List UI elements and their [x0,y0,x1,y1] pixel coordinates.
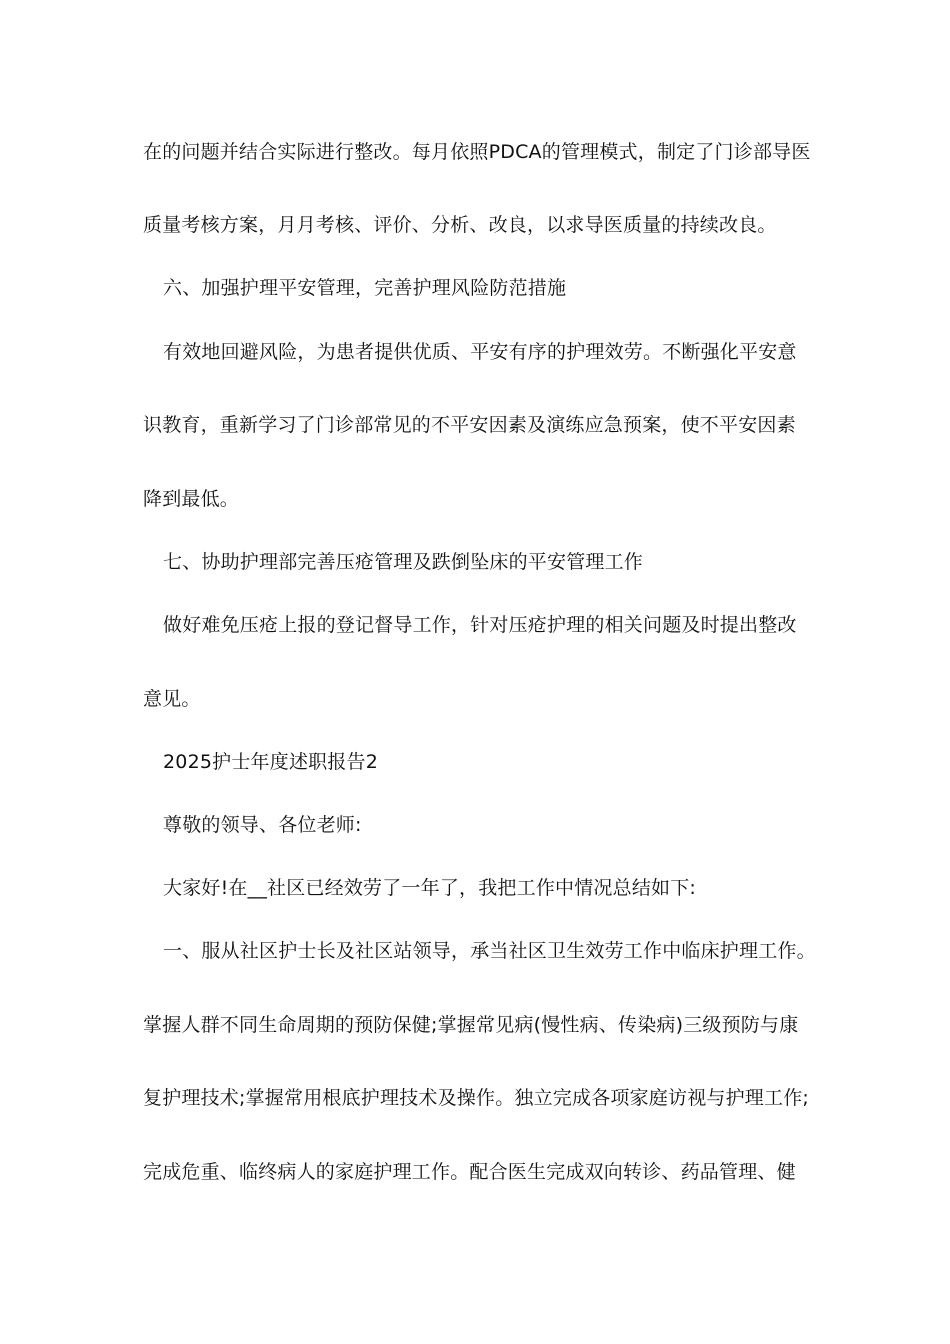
greeting-line: 大家好!在__社区已经效劳了一年了，我把工作中情况总结如下: [163,877,697,899]
paragraph-line: 一、服从社区护士长及社区站领导，承当社区卫生效劳工作中临床护理工作。 [163,940,816,962]
report-title: 2025护士年度述职报告2 [163,751,379,773]
paragraph-line: 完成危重、临终病人的家庭护理工作。配合医生完成双向转诊、药品管理、健 [143,1161,796,1183]
section-heading: 七、协助护理部完善压疮管理及跌倒坠床的平安管理工作 [163,551,644,573]
section-heading: 六、加强护理平安管理，完善护理风险防范措施 [163,277,567,299]
paragraph-line: 掌握人群不同生命周期的预防保健;掌握常见病(慢性病、传染病)三级预防与康 [143,1014,799,1036]
paragraph-line: 有效地回避风险，为患者提供优质、平安有序的护理效劳。不断强化平安意 [163,341,797,363]
paragraph-line: 意见。 [143,688,201,710]
paragraph-line: 降到最低。 [143,488,240,510]
paragraph-line: 复护理技术;掌握常用根底护理技术及操作。独立完成各项家庭访视与护理工作; [143,1087,810,1109]
paragraph-line: 做好难免压疮上报的登记督导工作，针对压疮护理的相关问题及时提出整改 [163,614,797,636]
paragraph-line: 质量考核方案，月月考核、评价、分析、改良，以求导医质量的持续改良。 [143,214,777,236]
salutation: 尊敬的领导、各位老师: [163,814,362,836]
paragraph-line: 在的问题并结合实际进行整改。每月依照PDCA的管理模式，制定了门诊部导医 [143,141,811,163]
paragraph-line: 识教育，重新学习了门诊部常见的不平安因素及演练应急预案，使不平安因素 [143,414,796,436]
